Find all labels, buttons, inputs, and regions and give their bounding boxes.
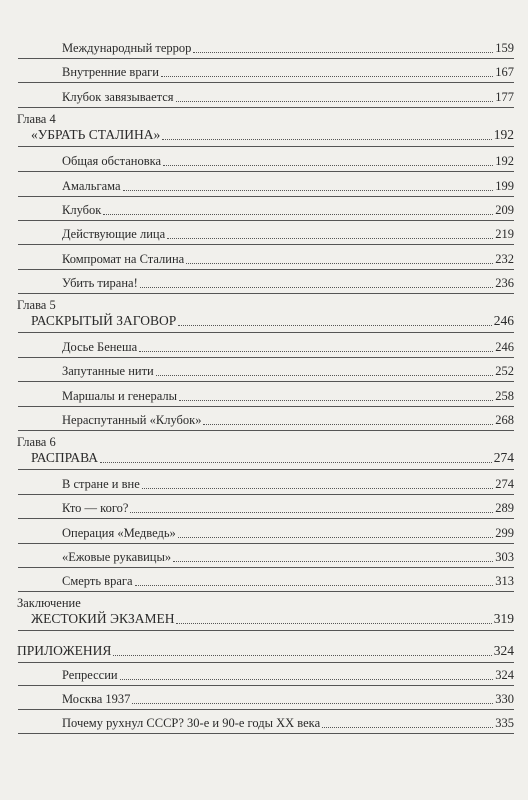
toc-entry-title: РАСПРАВА xyxy=(31,450,99,465)
toc-entry xyxy=(62,153,514,169)
toc-entry-page: 274 xyxy=(493,450,514,465)
leader-dots xyxy=(100,461,492,463)
leader-dots xyxy=(139,350,493,352)
row-divider xyxy=(18,567,514,568)
row-divider xyxy=(18,543,514,544)
row-divider xyxy=(18,430,514,431)
toc-entry-title: «УБРАТЬ СТАЛИНА» xyxy=(31,127,161,142)
toc-entry-page: 199 xyxy=(495,179,514,193)
toc-entry xyxy=(62,691,514,707)
leader-dots xyxy=(193,51,493,53)
leader-dots xyxy=(179,399,493,401)
row-divider xyxy=(18,196,514,197)
leader-dots xyxy=(161,75,493,77)
leader-dots xyxy=(186,262,493,264)
row-divider xyxy=(18,630,514,631)
toc-entry-page: 289 xyxy=(495,501,514,515)
leader-dots xyxy=(113,654,491,656)
chapter-label: Глава 5 xyxy=(17,298,56,312)
toc-entry-title: Действующие лица xyxy=(62,227,166,241)
toc-entry-page: 246 xyxy=(493,313,514,328)
toc-entry xyxy=(62,525,514,541)
row-divider xyxy=(18,685,514,686)
toc-entry xyxy=(62,275,514,291)
row-divider xyxy=(18,107,514,108)
toc-entry-page: 324 xyxy=(493,643,514,658)
leader-dots xyxy=(162,138,491,140)
leader-dots xyxy=(178,536,493,538)
leader-dots xyxy=(140,286,493,288)
toc-entry-title: Смерть врага xyxy=(62,574,133,588)
row-divider xyxy=(18,733,514,734)
toc-entry-title: Репрессии xyxy=(62,668,118,682)
toc-entry-title: Запутанные нити xyxy=(62,364,154,378)
toc-entry-title: Кто — кого? xyxy=(62,501,129,515)
toc-entry-page: 303 xyxy=(495,550,514,564)
toc-entry xyxy=(62,251,514,267)
row-divider xyxy=(18,709,514,710)
toc-entry-page: 246 xyxy=(495,340,514,354)
chapter-title-entry xyxy=(31,450,514,466)
row-divider xyxy=(18,591,514,592)
row-divider xyxy=(18,146,514,147)
toc-entry-title: Почему рухнул СССР? 30-е и 90-е годы XX века xyxy=(62,716,321,730)
leader-dots xyxy=(178,324,491,326)
toc-entry-page: 159 xyxy=(495,41,514,55)
leader-dots xyxy=(142,487,494,489)
toc-entry-page: 299 xyxy=(495,526,514,540)
row-divider xyxy=(18,381,514,382)
toc-entry-title: Компромат на Сталина xyxy=(62,252,185,266)
row-divider xyxy=(18,244,514,245)
toc-entry-title: Досье Бенеша xyxy=(62,340,138,354)
row-divider xyxy=(18,293,514,294)
toc-entry-page: 252 xyxy=(495,364,514,378)
toc-entry-title: Амальгама xyxy=(62,179,121,193)
row-divider xyxy=(18,332,514,333)
toc-entry xyxy=(62,89,514,105)
leader-dots xyxy=(203,423,493,425)
leader-dots xyxy=(176,100,494,102)
row-divider xyxy=(18,58,514,59)
chapter-title-entry xyxy=(31,313,514,329)
toc-entry-page: 313 xyxy=(495,574,514,588)
toc-entry-page: 324 xyxy=(495,668,514,682)
leader-dots xyxy=(167,237,493,239)
toc-entry-title: Общая обстановка xyxy=(62,154,162,168)
toc-entry-title: «Ежовые рукавицы» xyxy=(62,550,172,564)
toc-entry xyxy=(62,339,514,355)
leader-dots xyxy=(156,374,494,376)
toc-entry-page: 274 xyxy=(495,477,514,491)
toc-entry-title: Клубок завязывается xyxy=(62,90,174,104)
toc-entry-title: ПРИЛОЖЕНИЯ xyxy=(17,643,112,658)
row-divider xyxy=(18,220,514,221)
chapter-title-entry xyxy=(31,127,514,143)
toc-entry xyxy=(62,388,514,404)
leader-dots xyxy=(173,560,493,562)
toc-entry xyxy=(62,64,514,80)
toc-entry xyxy=(62,202,514,218)
leader-dots xyxy=(176,622,491,624)
toc-entry-page: 219 xyxy=(495,227,514,241)
toc-entry-page: 268 xyxy=(495,413,514,427)
row-divider xyxy=(18,82,514,83)
chapter-label: Глава 6 xyxy=(17,435,56,449)
leader-dots xyxy=(123,189,494,191)
toc-entry xyxy=(62,549,514,565)
toc-entry-page: 319 xyxy=(493,611,514,626)
toc-entry-title: Клубок xyxy=(62,203,102,217)
toc-entry-page: 330 xyxy=(495,692,514,706)
toc-entry xyxy=(62,226,514,242)
leader-dots xyxy=(120,678,494,680)
toc-entry-page: 258 xyxy=(495,389,514,403)
toc-entry-title: Международный террор xyxy=(62,41,192,55)
toc-entry-page: 236 xyxy=(495,276,514,290)
chapter-label: Глава 4 xyxy=(17,112,56,126)
toc-entry-title: Внутренние враги xyxy=(62,65,159,79)
toc-entry-title: Маршалы и генералы xyxy=(62,389,178,403)
toc-entry-page: 177 xyxy=(495,90,514,104)
toc-entry-title: Убить тирана! xyxy=(62,276,138,290)
toc-entry-page: 209 xyxy=(495,203,514,217)
toc-entry xyxy=(62,715,514,731)
toc-entry-title: Нераспутанный «Клубок» xyxy=(62,413,202,427)
row-divider xyxy=(18,171,514,172)
leader-dots xyxy=(135,584,494,586)
leader-dots xyxy=(130,511,493,513)
leader-dots xyxy=(103,213,493,215)
toc-entry xyxy=(62,178,514,194)
row-divider xyxy=(18,269,514,270)
toc-entry xyxy=(62,363,514,379)
row-divider xyxy=(18,494,514,495)
leader-dots xyxy=(163,164,493,166)
toc-entry-title: Операция «Медведь» xyxy=(62,526,176,540)
chapter-label: Заключение xyxy=(17,596,81,610)
toc-entry-title: Москва 1937 xyxy=(62,692,131,706)
chapter-title-entry xyxy=(31,611,514,627)
toc-entry-page: 192 xyxy=(495,154,514,168)
toc-entry-page: 167 xyxy=(495,65,514,79)
toc-entry xyxy=(62,476,514,492)
toc-entry-title: В стране и вне xyxy=(62,477,140,491)
row-divider xyxy=(18,357,514,358)
row-divider xyxy=(18,662,514,663)
toc-entry-title: РАСКРЫТЫЙ ЗАГОВОР xyxy=(31,313,177,328)
leader-dots xyxy=(132,702,493,704)
chapter-title-entry xyxy=(17,643,514,659)
toc-entry xyxy=(62,667,514,683)
toc-entry-page: 335 xyxy=(495,716,514,730)
toc-entry-title: ЖЕСТОКИЙ ЭКЗАМЕН xyxy=(31,611,175,626)
row-divider xyxy=(18,406,514,407)
toc-entry xyxy=(62,573,514,589)
row-divider xyxy=(18,518,514,519)
toc-entry xyxy=(62,412,514,428)
toc-entry xyxy=(62,40,514,56)
toc-entry-page: 192 xyxy=(493,127,514,142)
row-divider xyxy=(18,469,514,470)
toc-entry xyxy=(62,500,514,516)
toc-entry-page: 232 xyxy=(495,252,514,266)
leader-dots xyxy=(322,726,493,728)
